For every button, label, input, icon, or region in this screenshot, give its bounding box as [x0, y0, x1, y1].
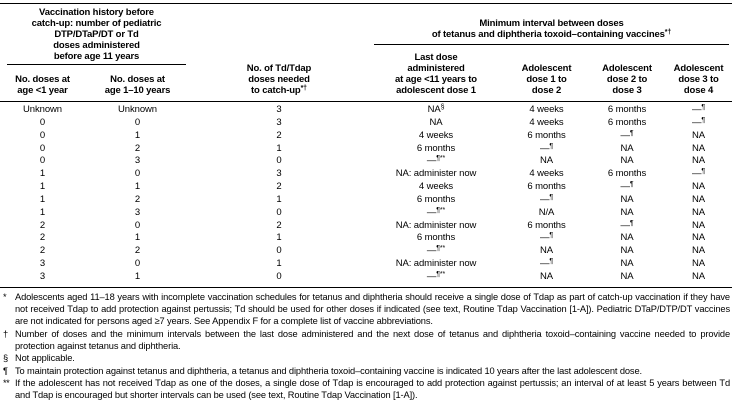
- table-cell: 1: [134, 232, 141, 244]
- table-cell: 1: [276, 193, 282, 205]
- table-cell: —¶: [539, 142, 554, 154]
- table-cell: 0: [39, 116, 46, 128]
- table-cell: NA§: [427, 104, 445, 115]
- footnote-symbol: *: [3, 291, 7, 302]
- table-cell: 1: [39, 193, 46, 205]
- footnote-text: Not applicable.: [15, 353, 75, 364]
- column-header-doses-under-1: No. doses at age <1 year: [15, 74, 70, 96]
- table-cell: 0: [39, 142, 46, 154]
- table-cell: 0: [276, 206, 282, 218]
- table-row: [0, 245, 732, 258]
- table-cell: NA: administer now: [395, 168, 477, 180]
- subheader-row-right: [368, 45, 732, 101]
- table-cell: NA: [620, 206, 634, 218]
- footnote-text: Adolescents aged 11–18 years with incomplete vaccination schedules for tetanus and diphtheria should receive a single dose of Tdap as part of catch-up vaccination if they have not received Tdap to add protection against pertussis; Td should be used for other doses if indicated (see text, Routine Tdap Vaccination [1-A]). Pediatric DTaP/DTP/DT vaccines are not indicated for persons aged ≥7 years. See Appendix F for a complete list of vaccine abbreviations.: [15, 291, 730, 327]
- table-cell: 2: [39, 245, 46, 257]
- table-cell: NA: [620, 193, 634, 205]
- table-row: [0, 207, 732, 220]
- table-row: [0, 271, 732, 284]
- table-cell: N/A: [538, 206, 555, 218]
- table-cell: 4 weeks: [418, 181, 454, 193]
- footnote: [3, 328, 730, 353]
- table-cell: —¶: [539, 193, 554, 205]
- table-cell: 6 months: [607, 104, 647, 115]
- table-cell: 0: [134, 219, 141, 231]
- group-header-minimum-interval: Minimum interval between doses of tetanus and diphtheria toxoid–containing vaccines*†: [374, 4, 729, 45]
- table-cell: NA: [429, 116, 443, 128]
- table-cell: 0: [276, 270, 282, 282]
- table-cell: 0: [39, 129, 46, 141]
- table-cell: NA: [692, 193, 705, 205]
- table-cell: NA: [692, 270, 705, 282]
- table-cell: 3: [134, 206, 141, 218]
- table-cell: 1: [39, 181, 46, 193]
- table-cell: 1: [134, 270, 141, 282]
- table-cell: 1: [39, 206, 46, 218]
- table-cell: NA: [692, 219, 705, 231]
- table-cell: 2: [39, 219, 46, 231]
- table-cell: 1: [276, 142, 282, 154]
- footnotes: [0, 288, 732, 402]
- table-cell: 3: [276, 104, 282, 115]
- table-cell: 0: [276, 155, 282, 167]
- table-cell: NA: [692, 129, 705, 141]
- table-cell: NA: [692, 232, 705, 244]
- table-cell: 3: [39, 258, 46, 270]
- table-row: [0, 130, 732, 143]
- table-cell: 2: [276, 129, 282, 141]
- footnote: [3, 291, 730, 328]
- table-cell: —¶: [620, 219, 634, 231]
- table-cell: 4 weeks: [529, 116, 564, 128]
- table-cell: 4 weeks: [418, 129, 454, 141]
- table-cell: —¶: [539, 232, 554, 244]
- table-cell: NA: [692, 155, 705, 167]
- table-cell: 0: [134, 168, 141, 180]
- table-cell: 0: [134, 258, 141, 270]
- table-cell: —¶**: [426, 270, 446, 282]
- table-row: [0, 143, 732, 156]
- header-block-vaccination-history: [0, 4, 190, 101]
- table-cell: Unknown: [118, 104, 157, 115]
- footnote-symbol: **: [3, 377, 10, 388]
- table-cell: 0: [39, 155, 46, 167]
- table-cell: 6 months: [416, 193, 456, 205]
- table-cell: 4 weeks: [529, 168, 564, 180]
- table-cell: 1: [134, 129, 141, 141]
- footnote-text: If the adolescent has not received Tdap as one of the doses, a single dose of Tdap is encouraged to add protection against pertussis; an interval of at least 5 years between Td and Tdap is encouraged but shorter intervals can be used (see text, Routine Tdap Vaccination [1-A]).: [15, 377, 730, 401]
- table-cell: 6 months: [416, 232, 456, 244]
- table-cell: 2: [276, 219, 282, 231]
- table-cell: NA: [540, 245, 553, 257]
- table-cell: 1: [134, 181, 141, 193]
- table-cell: —¶: [691, 104, 706, 115]
- table-row: [0, 155, 732, 168]
- table-cell: 6 months: [607, 168, 647, 180]
- header-block-minimum-interval: [368, 4, 732, 101]
- column-header-dose2-to-dose3: Adolescent dose 2 to dose 3: [602, 63, 652, 96]
- table-cell: —¶**: [426, 206, 446, 218]
- table-cell: 6 months: [527, 219, 566, 231]
- table-cell: NA: administer now: [395, 219, 477, 231]
- table-cell: 4 weeks: [529, 104, 564, 115]
- table-cell: —¶: [691, 168, 706, 180]
- table-cell: 2: [134, 193, 141, 205]
- column-header-last-dose-to-dose1: Last dose administered at age <11 years to adolescent dose 1: [395, 52, 477, 96]
- table-cell: 2: [276, 181, 282, 193]
- table-row: [0, 258, 732, 271]
- table-cell: NA: [692, 206, 705, 218]
- subheader-row-left: [0, 65, 190, 101]
- table-cell: NA: [620, 155, 634, 167]
- table-cell: NA: [540, 155, 553, 167]
- table-cell: 1: [39, 168, 46, 180]
- table-cell: 0: [134, 116, 141, 128]
- table-cell: 6 months: [607, 116, 647, 128]
- table-cell: 6 months: [527, 129, 566, 141]
- table-cell: NA: [692, 142, 705, 154]
- table-header: [0, 3, 732, 102]
- table-cell: 6 months: [527, 181, 566, 193]
- header-block-doses-needed: [190, 4, 368, 101]
- table-cell: NA: [620, 232, 634, 244]
- table-cell: NA: [620, 245, 634, 257]
- table-cell: 2: [134, 142, 141, 154]
- table-cell: 2: [39, 232, 46, 244]
- table-cell: 3: [276, 168, 282, 180]
- column-header-doses-1-to-10: No. doses at age 1–10 years: [104, 74, 171, 96]
- table-row: [0, 181, 732, 194]
- table-row: [0, 117, 732, 130]
- table-cell: 0: [276, 245, 282, 257]
- table-cell: 1: [276, 232, 282, 244]
- table-cell: —¶: [539, 258, 554, 270]
- table-cell: —¶: [691, 116, 706, 128]
- table-row: [0, 232, 732, 245]
- table-cell: 2: [134, 245, 141, 257]
- table-cell: —¶**: [426, 155, 446, 167]
- table-cell: NA: [620, 270, 634, 282]
- table-body: [0, 102, 732, 288]
- column-header-dose3-to-dose4: Adolescent dose 3 to dose 4: [673, 63, 724, 96]
- table-cell: 6 months: [416, 142, 456, 154]
- column-header-doses-needed: No. of Td/Tdap doses needed to catch-up*†: [246, 63, 312, 96]
- footnote-text: Number of doses and the minimum intervals between the last dose administered and the next dose of tetanus and diphtheria toxoid–containing vaccine needed to provide protection against tetanus and diphtheria.: [15, 328, 730, 351]
- table-cell: —¶: [620, 129, 634, 141]
- footnote-symbol: ¶: [3, 365, 8, 376]
- table-cell: NA: [692, 258, 705, 270]
- footnote-text: To maintain protection against tetanus and diphtheria, a tetanus and diphtheria toxoid–containing vaccine is indicated 10 years after the last adolescent dose.: [15, 365, 642, 376]
- table-cell: —¶: [620, 181, 634, 193]
- table-cell: NA: [692, 181, 705, 193]
- table-cell: 1: [276, 258, 282, 270]
- footnote: [3, 365, 730, 377]
- table-cell: NA: [540, 270, 553, 282]
- table-row: [0, 168, 732, 181]
- footnote-symbol: §: [3, 353, 8, 364]
- table-cell: 3: [134, 155, 141, 167]
- footnote: [3, 377, 730, 402]
- table-cell: NA: administer now: [395, 258, 477, 270]
- table-cell: NA: [620, 142, 634, 154]
- footnote: [3, 352, 730, 364]
- table-row: [0, 220, 732, 233]
- column-header-dose1-to-dose2: Adolescent dose 1 to dose 2: [521, 63, 572, 96]
- group-header-vaccination-history: Vaccination history before catch-up: number of pediatric DTP/DTaP/DT or Td doses administered before age 11 years: [7, 4, 186, 65]
- table-cell: NA: [620, 258, 634, 270]
- footnote-symbol: †: [3, 328, 8, 339]
- table-row: [0, 194, 732, 207]
- table-cell: 3: [276, 116, 282, 128]
- table-cell: NA: [692, 245, 705, 257]
- table-row: [0, 104, 732, 117]
- table-cell: 3: [39, 270, 46, 282]
- table-cell: —¶**: [426, 245, 446, 257]
- table-cell: Unknown: [23, 104, 62, 115]
